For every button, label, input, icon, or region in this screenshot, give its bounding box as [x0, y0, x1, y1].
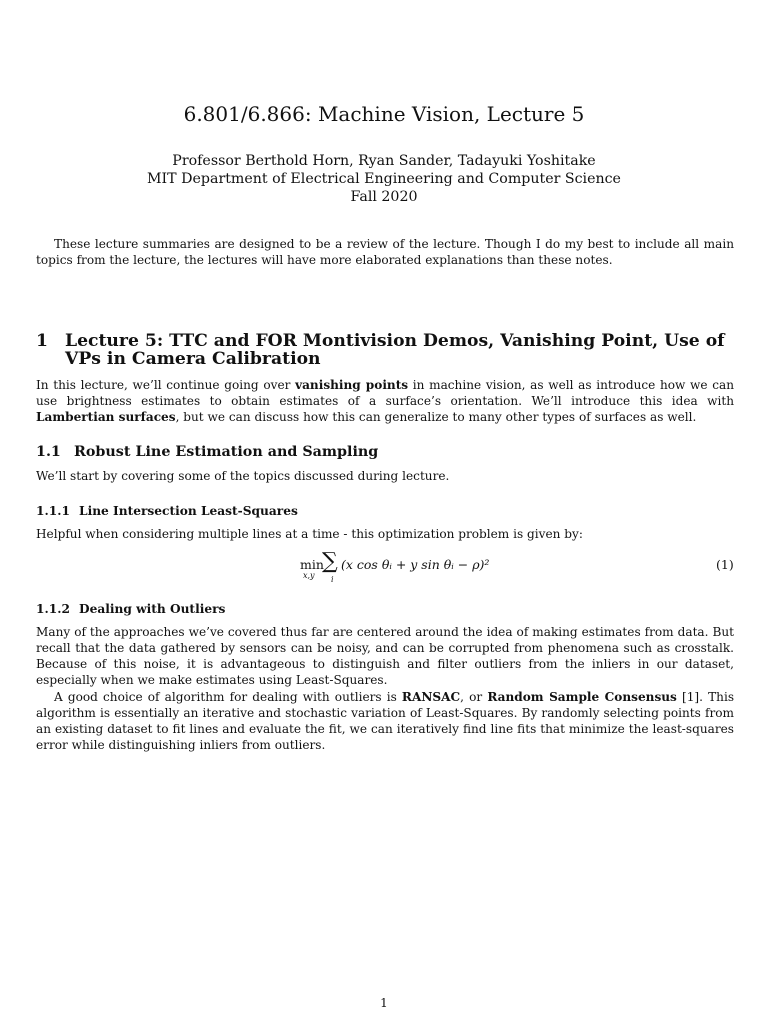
intro-paragraph: These lecture summaries are designed to be a review of the lecture. Though I do my best to include all main topics from the lecture, the lectures will have more elaborated explanations than these notes.: [36, 237, 734, 267]
text-run: , or: [460, 690, 488, 704]
equation-number: (1): [716, 557, 734, 572]
text-run: In this lecture, we’ll continue going over: [36, 378, 296, 392]
authors-line: Professor Berthold Horn, Ryan Sander, Tadayuki Yoshitake: [172, 153, 596, 169]
term-random-sample-consensus: Random Sample Consensus: [487, 690, 677, 704]
text-run: in machine vision, as well as introduce how we can use brightness estimates to obtain estimates of a surface’s orientation. We’ll introduce this idea with: [36, 378, 735, 408]
section-number: 1: [36, 331, 48, 351]
text-run: A good choice of algorithm for dealing with outliers is: [54, 690, 402, 704]
subsection-1-1-paragraph: We’ll start by covering some of the topics discussed during lecture.: [36, 469, 450, 483]
department-line: MIT Department of Electrical Engineering and Computer Science: [147, 171, 621, 187]
subsection-number: 1.1: [36, 444, 61, 460]
subsubsection-title: Line Intersection Least-Squares: [79, 504, 298, 518]
subsection-title: Robust Line Estimation and Sampling: [74, 444, 379, 460]
term-ransac: RANSAC: [401, 690, 461, 704]
subsubsection-1-1-2-heading: [36, 601, 225, 617]
document-title: 6.801/6.866: Machine Vision, Lecture 5: [183, 102, 585, 126]
equation-body: (x cos θᵢ + y sin θᵢ − ρ)²: [341, 557, 490, 572]
subsubsection-1-1-1-paragraph: Helpful when considering multiple lines at a time - this optimization problem is given by:: [36, 527, 583, 541]
subsubsection-number: 1.1.2: [36, 602, 70, 616]
equation-operator-subscript: x,y: [303, 571, 315, 580]
subsubsection-number: 1.1.1: [36, 504, 70, 518]
outliers-paragraph-1: Many of the approaches we’ve covered thus far are centered around the idea of making estimates from data. But recall that the data gathered by sensors can be noisy, and can be corrupted from phenomena such as crosstalk. Because of this noise, it is advantageous to distinguish and filter outliers from the inliers in our dataset, especially when we make estimates using Least-Squares.: [36, 625, 734, 687]
text-run: [1]. This algorithm is essentially an iterative and stochastic variation of Least-Squares. By randomly selecting points from an existing dataset to fit lines and evaluate the fit, we can iteratively find line fits that minimize the least-squares error while distinguishing inliers from outliers.: [36, 690, 735, 752]
subsection-1-1-heading: [36, 443, 378, 461]
subsubsection-title: Dealing with Outliers: [79, 602, 226, 616]
section-title: Lecture 5: TTC and FOR Montivision Demos, Vanishing Point, Use of VPs in Camera Calibration: [65, 331, 725, 369]
term-vanishing-points: vanishing points: [295, 378, 409, 392]
equation-operator: min: [300, 557, 324, 572]
equation-1: [300, 549, 740, 587]
summation-symbol: ∑: [322, 549, 338, 574]
term-line: Fall 2020: [350, 189, 418, 205]
term-lambertian-surfaces: Lambertian surfaces: [36, 409, 176, 424]
page-number: 1: [380, 996, 388, 1010]
summation-subscript: i: [331, 575, 334, 584]
outliers-paragraph-2: [36, 690, 734, 754]
subsubsection-1-1-1-heading: [36, 503, 298, 519]
section-1-paragraph: [36, 378, 734, 426]
text-run: , but we can discuss how this can generalize to many other types of surfaces as well.: [175, 409, 697, 424]
